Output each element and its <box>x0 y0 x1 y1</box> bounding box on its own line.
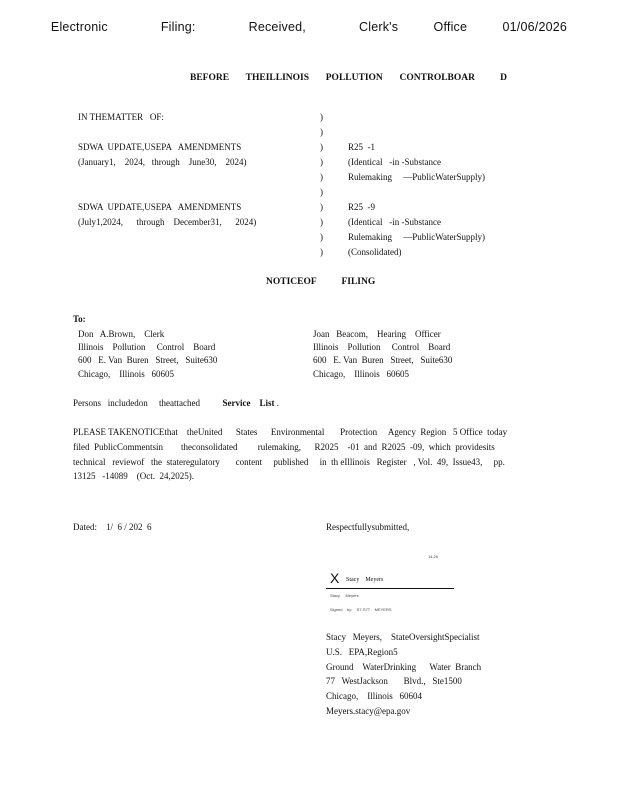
case2-desc: (Identical -in -Substance <box>348 217 441 227</box>
caption-paren: ) <box>320 187 323 197</box>
signature-timestamp: 14:26 <box>428 554 439 559</box>
notice-body-line: PLEASE TAKENOTICEthat theUnited States Environmental Protection Agency Region 5 Office today <box>73 427 508 437</box>
service-line-prefix: Persons includedon theattached <box>73 398 200 408</box>
addressee-left-line: Don A.Brown, Clerk <box>78 329 165 339</box>
addressee-left-line: Illinois Pollution Control Board <box>78 342 216 352</box>
case1-desc: (Identical -in -Substance <box>348 157 441 167</box>
notice-body-line: technical reviewof the stateregulatory content published in th eIllinois Register , Vol. 49, Issue43, pp. <box>73 457 505 467</box>
case2-title: SDWA UPDATE,USEPA AMENDMENTS <box>78 202 242 212</box>
addressee-right-line: Chicago, Illinois 60605 <box>313 369 409 379</box>
signer-line: 77 WestJackson Blvd., Ste1500 <box>326 676 462 686</box>
list-word: List <box>259 398 275 408</box>
signer-email: Meyers.stacy@epa.gov <box>326 706 411 716</box>
case2-desc: Rulemaking —PublicWaterSupply) <box>348 232 486 242</box>
notice-title: NOTICEOF FILING <box>266 277 376 287</box>
addressee-right-line: Illinois Pollution Control Board <box>313 342 451 352</box>
efiling-stamp: Electronic Filing: Received, Clerk's Office 01/06/2026 <box>50 20 568 34</box>
caption-paren: ) <box>320 157 323 167</box>
addressee-left-line: Chicago, Illinois 60605 <box>78 369 174 379</box>
dated-line: Dated: 1/ 6 / 202 6 <box>73 522 152 532</box>
board-title: BEFORE THEILLINOIS POLLUTION CONTROLBOAR D <box>190 73 507 83</box>
to-label: To: <box>73 314 86 324</box>
caption-paren: ) <box>320 142 323 152</box>
in-the-matter: IN THEMATTER OF: <box>78 112 164 122</box>
addressee-right-line: 600 E. Van Buren Street, Suite630 <box>313 355 453 365</box>
case2-desc: (Consolidated) <box>348 247 402 257</box>
signature-caption: Signed by: S7-S7T MEYERS <box>330 607 392 612</box>
notice-body-line: filed PublicCommentsin theconsolidated rulemaking, R2025 -01 and R2025 -09, which providesits <box>73 442 495 452</box>
signer-line: Ground WaterDrinking Water Branch <box>326 662 482 672</box>
case2-number: R25 -9 <box>348 202 375 212</box>
addressee-right-line: Joan Beacom, Hearing Officer <box>313 329 441 339</box>
caption-paren: ) <box>320 217 323 227</box>
caption-paren: ) <box>320 202 323 212</box>
caption-paren: ) <box>320 112 323 122</box>
signature-line <box>326 588 454 589</box>
signer-line: Stacy Meyers, StateOversightSpecialist <box>326 632 480 642</box>
addressee-left-line: 600 E. Van Buren Street, Suite630 <box>78 355 218 365</box>
signer-line: U.S. EPA,Region5 <box>326 647 398 657</box>
signature-name: Stacy Meyers <box>346 577 384 583</box>
signer-line: Chicago, Illinois 60604 <box>326 691 422 701</box>
caption-paren: ) <box>320 247 323 257</box>
case1-desc: Rulemaking —PublicWaterSupply) <box>348 172 486 182</box>
case2-dates: (July1,2024, through December31, 2024) <box>78 217 257 227</box>
case1-dates: (January1, 2024, through June30, 2024) <box>78 157 247 167</box>
signature-x-mark: X <box>330 570 340 586</box>
service-word: Service <box>222 398 251 408</box>
caption-paren: ) <box>320 172 323 182</box>
signature-caption: Stacy Meyers <box>330 593 359 598</box>
case1-title: SDWA UPDATE,USEPA AMENDMENTS <box>78 142 242 152</box>
case1-number: R25 -1 <box>348 142 375 152</box>
caption-paren: ) <box>320 232 323 242</box>
service-line-suffix: . <box>276 398 279 408</box>
closing: Respectfullysubmitted, <box>326 522 410 532</box>
caption-paren: ) <box>320 127 323 137</box>
notice-body-line: 13125 -14089 (Oct. 24,2025). <box>73 471 194 481</box>
service-line <box>73 398 279 408</box>
